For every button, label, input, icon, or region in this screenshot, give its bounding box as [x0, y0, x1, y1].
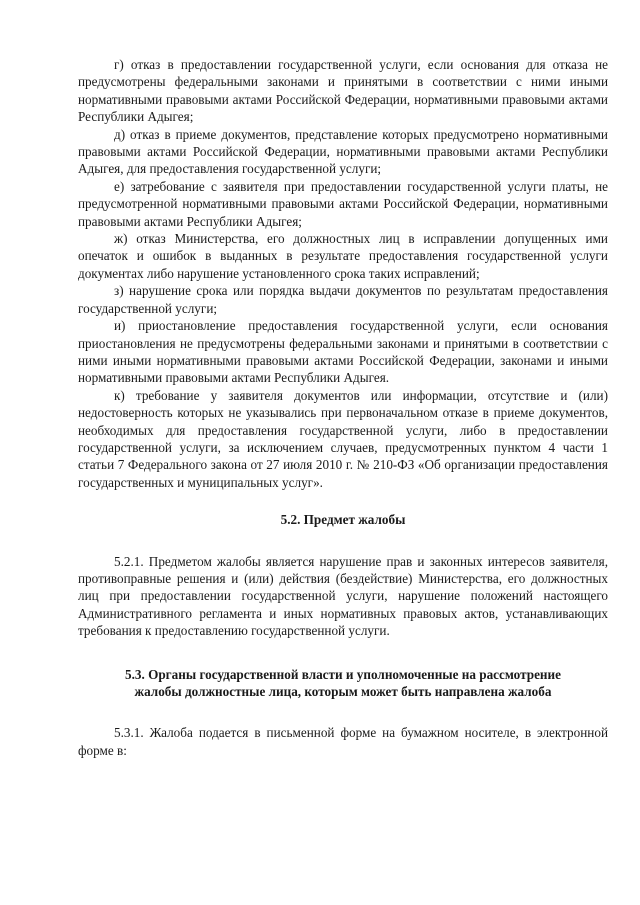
list-item-k: к) требование у заявителя документов или информации, отсутствие и (или) недостоверность которых не указывались при первоначальном отказе в приеме документов, необходимых для предоставления государственной услуги, либо в предоставлении государственной услуги, за исключением случаев, предусмотренных пунктом 4 части 1 статьи 7 Федерального закона от 27 июля 2010 г. № 210-ФЗ «Об организации предоставления государственных и муниципальных услуг».	[78, 387, 608, 490]
section-5-2-title: 5.2. Предмет жалобы	[280, 512, 406, 528]
section-5-3-title-line1: 5.3. Органы государственной власти и уполномоченные на рассмотрение	[125, 666, 561, 682]
section-5-3-paragraph: 5.3.1. Жалоба подается в письменной форме на бумажном носителе, в электронной форме в:	[78, 725, 608, 758]
list-item-i: и) приостановление предоставления государственной услуги, если основания приостановления не предусмотрены федеральными законами и принятыми в соответствии с ними иными нормативными правовыми актами Российской Федерации, законами и иными нормативными правовыми актами Республики Адыгея.	[78, 318, 608, 386]
list-item-z: з) нарушение срока или порядка выдачи документов по результатам предоставления государственной услуги;	[78, 283, 608, 316]
section-5-3-title	[78, 666, 608, 701]
document-page	[78, 56, 608, 759]
list-item-zh: ж) отказ Министерства, его должностных лиц в исправлении допущенных ими опечаток и ошибок в выданных в результате предоставления государственной услуги документах либо нарушение установленного срока таких исправлений;	[78, 231, 608, 281]
list-item-g: г) отказ в предоставлении государственной услуги, если основания для отказа не предусмотрены федеральными законами и принятыми в соответствии с ними иными нормативными правовыми актами Российской Федерации, нормативными правовыми актами Республики Адыгея;	[78, 57, 608, 125]
list-item-d: д) отказ в приеме документов, представление которых предусмотрено нормативными правовыми актами Российской Федерации, нормативными правовыми актами Республики Адыгея, для предоставления государственной услуги;	[78, 126, 608, 177]
list-item-e: е) затребование с заявителя при предоставлении государственной услуги платы, не предусмотренной нормативными правовыми актами Российской Федерации, нормативными правовыми актами Республики Адыгея;	[78, 178, 608, 229]
section-5-2-paragraph: 5.2.1. Предметом жалобы является нарушение прав и законных интересов заявителя, противоправные решения и (или) действия (бездействие) Министерства, его должностных лиц при предоставлении государственной услуги, нарушение положений настоящего Административного регламента и иных нормативных правовых актов, устанавливающих требования к предоставлению государственной услуги.	[78, 553, 608, 639]
section-5-3-title-line2: жалобы должностные лица, которым может быть направлена жалоба	[134, 684, 552, 699]
